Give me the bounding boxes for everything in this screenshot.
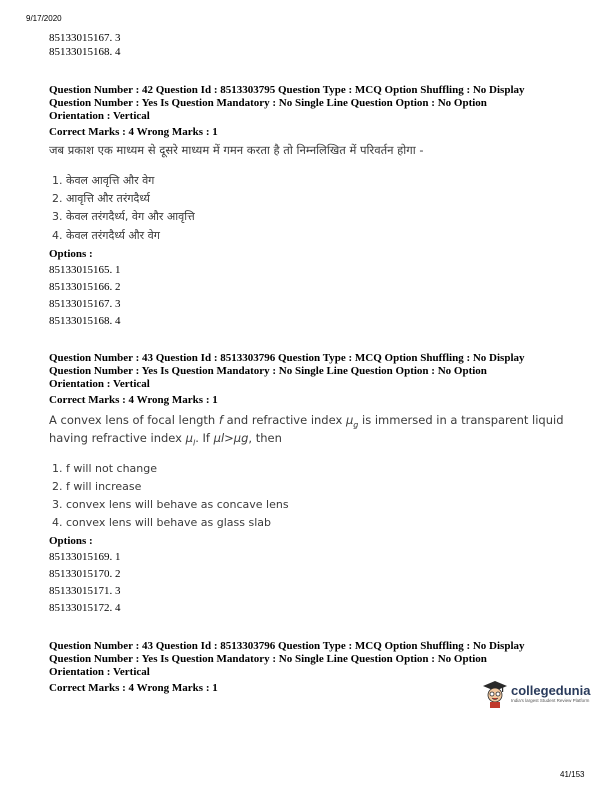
q43-choice-4: 4. convex lens will behave as glass slab (52, 516, 271, 529)
q43-question-line-2: having refractive index $\mu_l$. If μl>μg, then (49, 431, 282, 448)
logo-name: collegedunia (511, 683, 591, 698)
logo-tagline: India's largest Student Review Platform (511, 698, 590, 703)
q42-meta-line-2: Question Number : Yes Is Question Mandatory : No Single Line Question Option : No Option (49, 97, 487, 109)
q43-meta-line-3: Orientation : Vertical (49, 378, 150, 390)
q43-option-2: 85133015170. 2 (49, 568, 121, 580)
q42-question-text: जब प्रकाश एक माध्यम से दूसरे माध्यम में गमन करता है तो निम्नलिखित में परिवर्तन होगा - (49, 143, 424, 157)
q43-option-3: 85133015171. 3 (49, 585, 121, 597)
print-date: 9/17/2020 (26, 14, 62, 23)
graduate-mascot-icon (482, 680, 508, 708)
q43-option-4: 85133015172. 4 (49, 602, 121, 614)
option-line: 85133015168. 4 (49, 46, 121, 58)
q43b-meta-line-3: Orientation : Vertical (49, 666, 150, 678)
q42-options-label: Options : (49, 248, 93, 260)
q43-question-line-1: A convex lens of focal length f and refractive index $\mu_g$ is immersed in a transparent liquid (49, 413, 564, 430)
page-number: 41/153 (560, 770, 585, 779)
q43b-marks: Correct Marks : 4 Wrong Marks : 1 (49, 682, 218, 694)
q43b-meta-line-2: Question Number : Yes Is Question Mandatory : No Single Line Question Option : No Option (49, 653, 487, 665)
q43-option-1: 85133015169. 1 (49, 551, 121, 563)
q43-choice-2: 2. f will increase (52, 480, 142, 493)
q43b-meta-line-1: Question Number : 43 Question Id : 8513303796 Question Type : MCQ Option Shuffling : No Display (49, 640, 525, 652)
q42-marks: Correct Marks : 4 Wrong Marks : 1 (49, 126, 218, 138)
option-line: 85133015167. 3 (49, 32, 121, 44)
q42-option-3: 85133015167. 3 (49, 298, 121, 310)
q42-choice-4: 4. केवल तरंगदैर्ध्य और वेग (52, 229, 160, 242)
q42-option-1: 85133015165. 1 (49, 264, 121, 276)
q43-choice-1: 1. f will not change (52, 462, 158, 475)
q42-option-2: 85133015166. 2 (49, 281, 121, 293)
q43-meta-line-1: Question Number : 43 Question Id : 8513303796 Question Type : MCQ Option Shuffling : No Display (49, 352, 525, 364)
q43-choice-3: 3. convex lens will behave as concave lens (52, 498, 289, 511)
q42-meta-line-1: Question Number : 42 Question Id : 8513303795 Question Type : MCQ Option Shuffling : No Display (49, 84, 525, 96)
q42-meta-line-3: Orientation : Vertical (49, 110, 150, 122)
q43-meta-line-2: Question Number : Yes Is Question Mandatory : No Single Line Question Option : No Option (49, 365, 487, 377)
q42-choice-3: 3. केवल तरंगदैर्ध्य, वेग और आवृत्ति (52, 210, 195, 223)
q43-options-label: Options : (49, 535, 93, 547)
q42-choice-1: 1. केवल आवृत्ति और वेग (52, 174, 155, 187)
q42-option-4: 85133015168. 4 (49, 315, 121, 327)
collegedunia-logo (482, 680, 590, 708)
q42-choice-2: 2. आवृत्ति और तरंगदैर्ध्य (52, 192, 150, 205)
q43-marks: Correct Marks : 4 Wrong Marks : 1 (49, 394, 218, 406)
